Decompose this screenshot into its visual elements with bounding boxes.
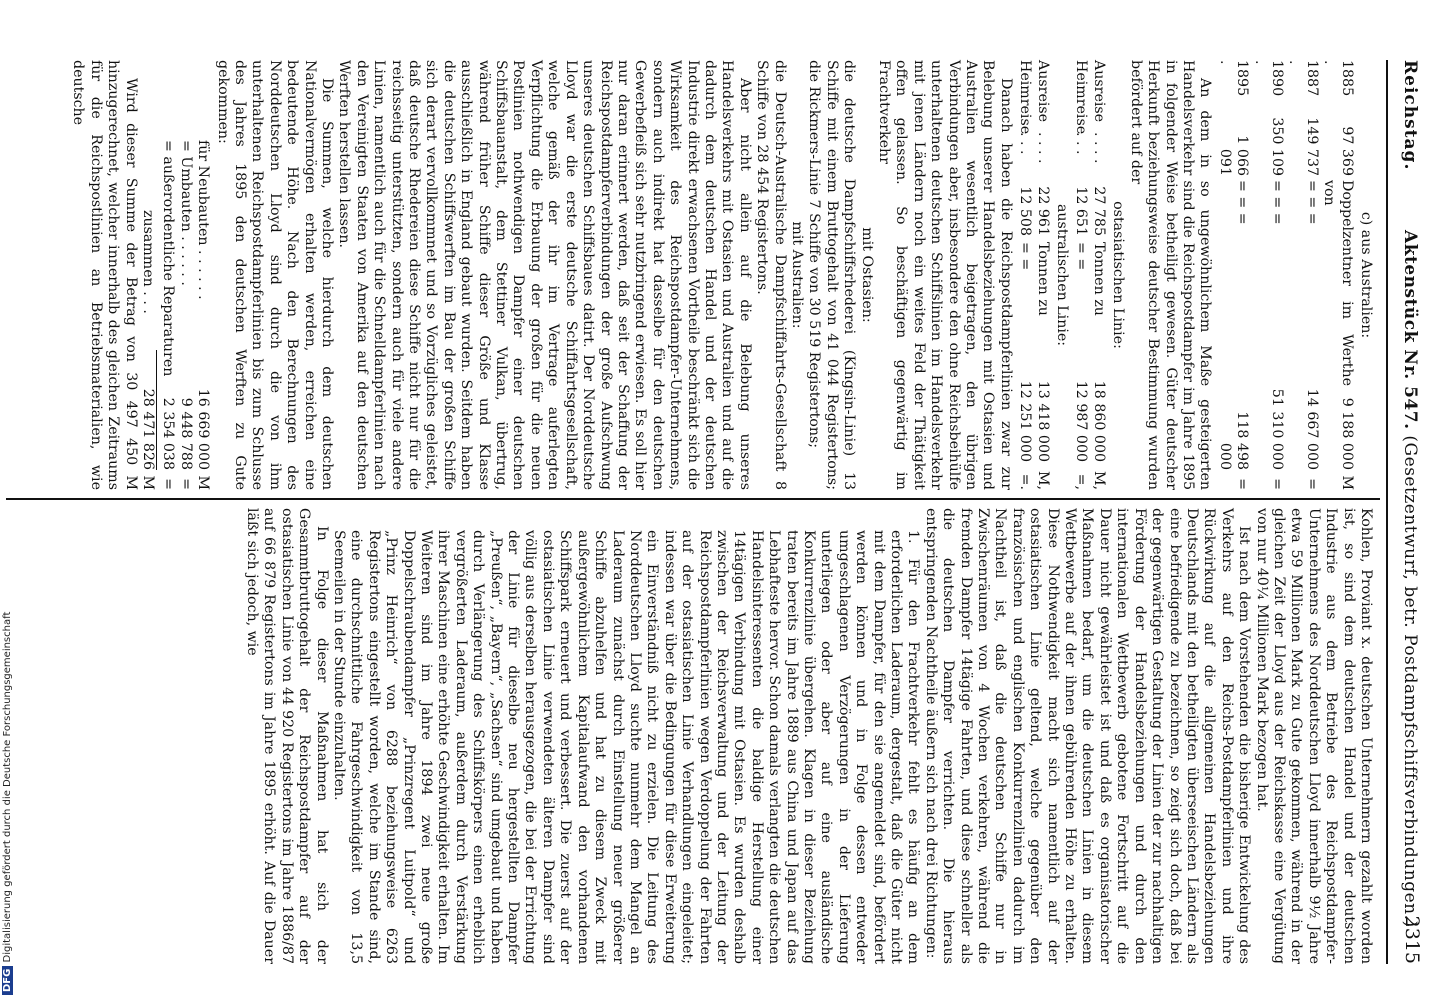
total-row — [139, 60, 156, 490]
year-cell: 1890 . — [1251, 60, 1285, 97]
subheading: australischen Linie: — [1054, 203, 1071, 347]
subheading: mit Ostasien: — [858, 227, 875, 323]
list-item: 1. Für den Frachtverkehr fehlt es häufig an dem erforderlichen Laderaum, dergestalt, daß die Güter nicht mit dem Dampfer, für den sie angemeldet sind, befördert werden können und in Folge dessen entweder umgeschlagenen Verzögerungen in der Lieferung unterliegen oder aber auf eine ausländische Konkurrenzlinie übergehen. Klagen in dieser Beziehung traten bereits im Jahre 1889 aus China und Japan auf das Lebhafteste hervor. Schon damals verlangten die deutschen Handelsinteressenten die baldige Herstellung einer 14tägigen Verbindung mit Ostasien. Es wurden deshalb zwischen der Reichsverwaltung und der Leitung der Reichspostdampferlinien wegen Verdoppelung der Fahrten auf der ostasiatischen Linie Verhandlungen eingeleitet; indessen war über die Bedingungen für diese Erweiterung ein Einverständniß nicht zu erzielen. Die Leitung des Norddeutschen Lloyd suchte nunmehr dem Mangel an Laderaum zunächst durch Einstellung neuer größerer Schiffe abzuhelfen und hat zu diesem Zweck mit außergewöhnlichem Kapitalaufwand den vorhandenen Schiffspark erneuert und verbessert. Die zuerst auf der ostasiatischen Linie verwendeten älteren Dampfer sind völlig aus derselben herausgezogen, die bei der Errichtung der Linie für dieselbe neu hergestellten Dampfer „Preußen“, „Bayern“, „Sachsen“ sind umgebaut und haben durch Verlängerung des Schiffskörpers einen erheblich vergrößerten Laderaum, außerdem durch Verstärkung ihrer Maschinen eine erhöhte Geschwindigkeit erhalten. Im Weiteren sind im Jahre 1894 zwei neue große Doppelschraubendampfer „Prinzregent Luitpold“ und „Prinz Heinrich“ von 6288 beziehungsweise 6263 Registertons eingestellt worden, welche im Stande sind, eine durchschnittliche Fahrgeschwindigkeit von 13,5 Seemeilen in der Stunde einzuhalten. — [331, 530, 922, 964]
table-row — [1250, 60, 1285, 490]
table-row — [1072, 60, 1089, 490]
table-row — [1016, 60, 1033, 490]
paragraph: Ist nach dem Vorstehenden die bisherige Entwickelung des Verkehrs auf den Reichs-Postdampferlinien und ihre Rückwirkung auf die allgemeinen Handelsbeziehungen Deutschlands mit den betheiligten überseeischen Ländern als eine befriedigende zu bezeichnen, so zeigt sich doch, daß bei der gegenwärtigen Gestaltung der Linien der zur nachhaltigen Förderung der Handelsbeziehungen und durch den internationalen Wettbewerb gebotene Fortschritt auf die Dauer nicht gewährleistet ist und daß es organisatorischer Maßnahmen bedarf, um die deutschen Linien in diesem Wettbewerbe auf der ihnen gebührenden Höhe zu erhalten. Diese Nothwendigkeit macht sich namentlich auf der ostasiatischen Linie geltend, welche gegenüber den französischen und englischen Konkurrenzlinien dadurch im Nachtheil ist, daß die deutschen Schiffe nur in Zwischenräumen von 4 Wochen verkehren, während die fremden Dampfer 14tägige Fahrten, und diese schneller als die deutschen Dampfer verrichten. Die hieraus entspringenden Nachtheile äußern sich nach drei Richtungen: — [922, 508, 1253, 964]
unit-cell: =, — [1073, 473, 1090, 490]
unit-cell: =. — [1017, 473, 1034, 490]
value-cell: 12 251 000 — [1017, 380, 1034, 462]
paragraph: An dem in so ungewöhnlichem Maße gesteigerten Handelsverkehr sind die Reichspostdampfer im Jahre 1895 in folgender Weise betheiligt gewesen. Güter deutscher Herkunft beziehungsweise deutscher Bestimmung wurden befördert auf der — [1127, 60, 1214, 490]
unit-cell: M — [1338, 475, 1355, 490]
value-cell: 9 188 000 — [1338, 397, 1355, 470]
table-row — [1033, 60, 1050, 490]
section-intro: c) aus Australien: — [1358, 211, 1374, 339]
description-cell: = = = — [1234, 180, 1251, 225]
unit-cell: M, — [1090, 470, 1107, 490]
description-cell: Tonnen zu — [1034, 242, 1051, 316]
year-cell: 1887 . — [1286, 60, 1320, 97]
leader-dots: . . . . — [1090, 132, 1107, 164]
table-row — [1215, 60, 1250, 490]
value-cell: 13 418 000 — [1034, 380, 1051, 462]
value-cell: 118 498 000 — [1216, 411, 1251, 470]
paragraph: Aber nicht allein auf die Belebung unseres Handelsverkehrs mit Ostasien und Australien und auf die dadurch dem deutschen Handel und der deutschen Industrie direkt erwachsenen Vortheile beschränkt sich die Wirksamkeit des Reichspostdampfer-Unternehmens, sondern auch indirekt hat dasselbe für den deutschen Gewerbefleiß sich sehr nutzbringend erwiesen. Es soll hier nur daran erinnert werden, daß seit der Schaffung der Reichspostdampferverbindungen der große Aufschwung unseres deutschen Schiffsbaues datirt. Der Norddeutsche Lloyd war die erste deutsche Schiffahrtsgesellschaft, welche gemäß der ihr im Vertrage auferlegten Verpflichtung die Erbauung der großen für die neuen Postlinien nothwendigen Dampfer einer deutschen Schiffsbauanstalt, dem Stettiner Vulkan, übertrug, während früher Schiffe dieser Größe und Klasse ausschließlich in England gebaut wurden. Seitdem haben die deutschen Schiffswerften im Bau der großen Schiffe sich derart vervollkommnet und so Vorzügliches geleistet, daß deutsche Rhedereien diese Schiffe nicht nur für die reichsseitig unterstützten, sondern auch für viele andere Linien, namentlich auch für die Schnelldampferlinien nach den Vereinigten Staaten von Amerika auf den deutschen Werften herstellen lassen. — [336, 60, 753, 490]
column-divider — [6, 498, 1380, 500]
quantity-cell: 1 066 091 — [1216, 135, 1251, 176]
sum-row — [194, 60, 211, 490]
sum-label: = außerordentliche Reparaturen — [160, 140, 177, 377]
description-cell: = = = — [1268, 180, 1285, 225]
sum-label: für Neubauten . . . . . . — [195, 140, 212, 300]
trade-table — [1215, 60, 1354, 490]
page-number: 2315 — [1401, 915, 1423, 964]
direction-cell: Heimreise — [1073, 60, 1090, 135]
value-cell: 14 667 000 — [1303, 388, 1320, 470]
direction-cell: Heimreise — [1017, 60, 1034, 135]
header-document-title: (Gesetzentwurf, betr. Postdampfschiffsverbindungen.) — [1400, 435, 1420, 928]
unit-cell: = — [1234, 478, 1251, 490]
value-cell: 18 860 000 — [1090, 380, 1107, 462]
description-cell: Tonnen zu — [1090, 242, 1107, 316]
paragraph: Danach haben die Reichspostdampferlinien zwar zur Belebung unserer Handelsbeziehungen mit Ostasien und Australien wesentlich beigetragen, den übrigen Verbindungen aber, insbesondere den ohne Reichsbeihülfe unterhaltenen deutschen Schiffslinien im Handelsverkehr mit jenen Ländern noch ein weites Feld der Thätigkeit offen gelassen. So beschäftigen gegenwärtig im Frachtverkehr — [876, 60, 1014, 490]
sum-rule — [156, 350, 157, 470]
table-row — [1285, 60, 1320, 490]
total-value: 28 471 826 — [139, 388, 156, 470]
sum-unit: M — [195, 475, 212, 490]
paragraph: die Deutsch-Australische Dampfschiffahrts-Gesellschaft 8 Schiffe von 28 454 Registertons. — [754, 60, 788, 490]
paragraph: Kohlen, Proviant x. deutschen Unternehmern gezahlt worden ist, so sind dem deutschen Handel und der deutschen Industrie aus dem Betriebe des Reichspostdampfer-Unternehmens des Norddeutschen Lloyd innerhalb 9½ Jahre etwa 59 Millionen Mark zu Gute gekommen, während in der gleichen Zeit der Lloyd aus der Reichskasse eine Vergütung von nur 40¼ Millionen Mark bezogen hat. — [1253, 508, 1374, 964]
subheading: ostasiatischen Linie: — [1110, 201, 1127, 349]
direction-cell: Ausreise — [1034, 60, 1051, 123]
page-header — [1386, 60, 1428, 964]
australian-table — [1016, 60, 1051, 490]
description-cell: = = — [1017, 242, 1034, 271]
description-cell: Doppelzentner im Werthe von — [1321, 180, 1355, 386]
table-row — [1090, 60, 1107, 490]
quantity-cell: 97 369 — [1338, 126, 1355, 176]
total-label: zusammen . . . — [139, 210, 156, 314]
year-cell: 1885 . — [1321, 60, 1355, 97]
sum-unit: = — [177, 478, 194, 490]
value-cell: 51 310 000 — [1268, 388, 1285, 470]
sum-row — [176, 60, 193, 490]
paragraph: Die Summen, welche hierdurch dem deutschen Nationalvermögen erhalten werden, erreichen eine bedeutende Höhe. Nach den Berechnungen des Norddeutschen Lloyd sind durch die von ihm unterhaltenen Reichspostdampferlinien bis zum Schlusse des Jahres 1895 den deutschen Werften zu Gute gekommen: — [214, 60, 336, 490]
header-center — [1401, 230, 1418, 928]
leader-dots: . . . — [1073, 132, 1090, 155]
total-unit: M — [139, 475, 156, 490]
description-cell: = = = — [1303, 180, 1320, 225]
dfg-logo: DFG — [2, 966, 13, 995]
sum-row — [159, 60, 176, 490]
paragraph: In Folge dieser Maßnahmen hat sich der Gesammtbruttogehalt der Reichspostdampfer auf der ostasiatischen Linie von 44 920 Registertons im Jahre 1886/87 auf 66 879 Registertons im Jahre 1895 erhöht. Auf die Dauer läßt sich jedoch, wie — [244, 508, 330, 964]
subheading: mit Australien: — [789, 221, 805, 329]
right-column — [10, 508, 1374, 964]
tonnage-cell: 22 961 — [1034, 186, 1051, 236]
sum-value: 9 448 788 — [177, 397, 194, 470]
leader-dots: . . . — [1017, 132, 1034, 155]
sum-value: 16 669 000 — [195, 388, 212, 470]
paragraph: die deutsche Dampfschiffsrhederei (Kingsin-Linie) 13 Schiffe mit einem Bruttogehalt von 41 044 Registertons; die Rickmers-Linie 7 Schiffe von 30 519 Registertons; — [806, 60, 858, 490]
sum-unit: = — [160, 478, 177, 490]
unit-cell: = — [1303, 478, 1320, 490]
leader-dots: . . . . — [1034, 132, 1051, 164]
left-column — [10, 60, 1374, 490]
table-row — [1320, 60, 1355, 490]
tonnage-cell: 12 508 — [1017, 186, 1034, 236]
quantity-cell: 350 109 — [1268, 117, 1285, 176]
quantity-cell: 149 737 — [1303, 117, 1320, 176]
footer-text: Digitalisierung gefördert durch die Deutsche Forschungsgemeinschaft — [2, 611, 13, 963]
sums-table — [159, 60, 211, 490]
header-document-number: Aktenstück Nr. 547. — [1400, 230, 1420, 430]
tonnage-cell: 12 651 — [1073, 186, 1090, 236]
sum-value: 2 354 038 — [160, 397, 177, 470]
header-left: Reichstag. — [1400, 60, 1420, 171]
value-cell: 12 987 000 — [1073, 380, 1090, 462]
direction-cell: Ausreise — [1090, 60, 1107, 123]
paragraph: Wird dieser Summe der Betrag von 30 497 450 M hinzugerechnet, welcher innerhalb des gleichen Zeitraums für die Reichspostlinien an Betriebsmaterialien, wie deutsche — [70, 60, 139, 490]
year-cell: 1895 . — [1216, 60, 1251, 97]
sum-label: = Umbauten . . . . . . — [177, 140, 194, 286]
unit-cell: = — [1268, 478, 1285, 490]
ostasiatic-table — [1072, 60, 1107, 490]
unit-cell: M, — [1034, 470, 1051, 490]
tonnage-cell: 27 785 — [1090, 186, 1107, 236]
description-cell: = = — [1073, 242, 1090, 271]
